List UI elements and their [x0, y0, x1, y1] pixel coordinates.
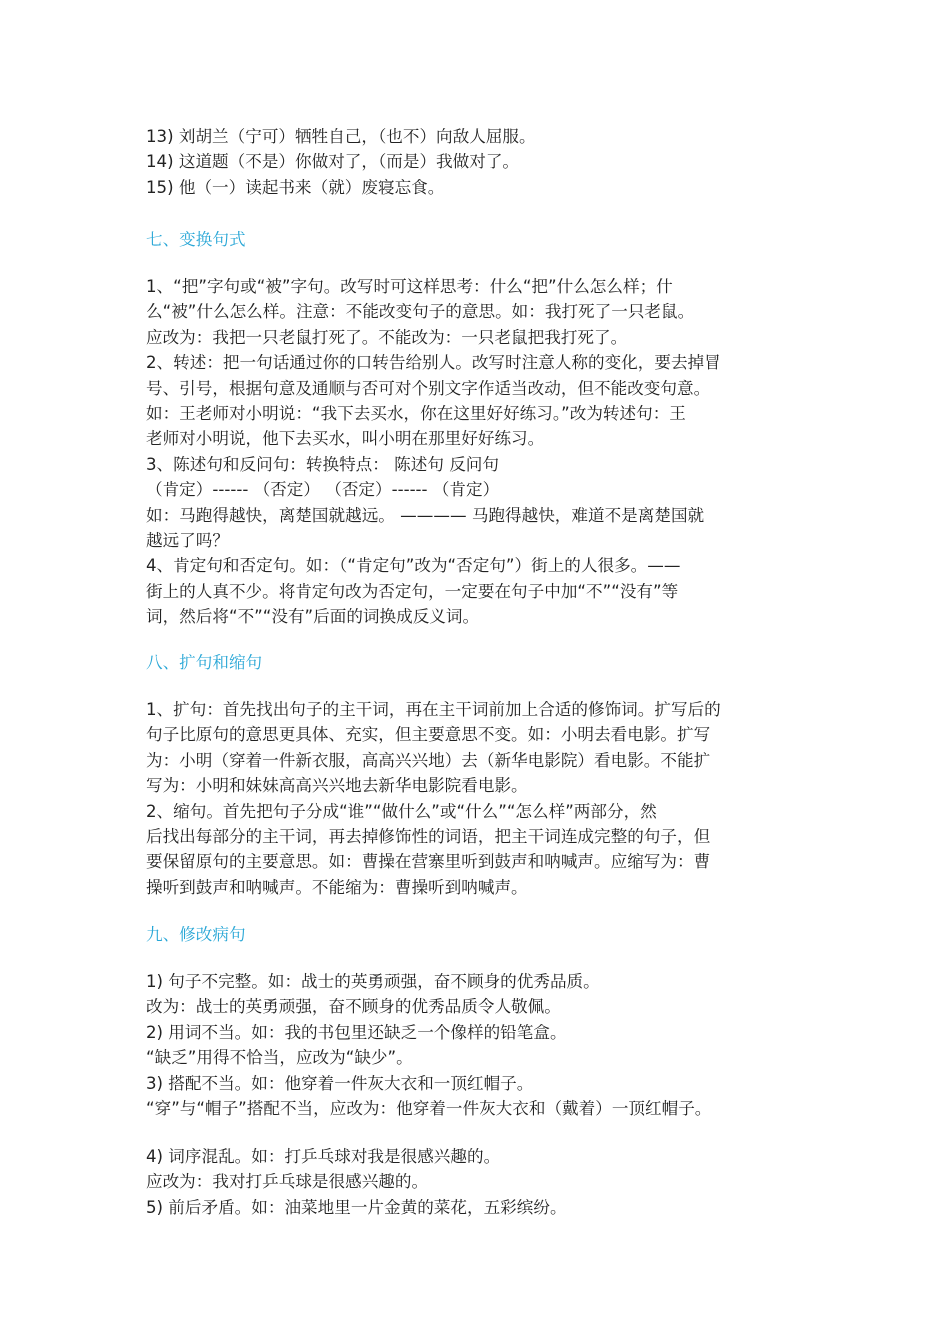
paragraph-line: 2、缩句。首先把句子分成“谁”“做什么”或“什么”“怎么样”两部分，然: [146, 801, 657, 821]
paragraph-line: 改为：战士的英勇顽强，奋不顾身的优秀品质令人敬佩。: [146, 997, 561, 1017]
paragraph-line: 号、引号，根据句意及通顺与否可对个别文字作适当改动，但不能改变句意。: [146, 378, 711, 398]
paragraph-line: 2) 用词不当。如：我的书包里还缺乏一个像样的铅笔盒。: [146, 1022, 567, 1042]
section-heading: 七、变换句式: [146, 230, 246, 249]
paragraph-line: 4) 词序混乱。如：打乒乓球对我是很感兴趣的。: [146, 1147, 501, 1166]
paragraph-line: 词，然后将“不”“没有”后面的词换成反义词。: [146, 607, 480, 627]
paragraph-line: 要保留原句的主要意思。如：曹操在营寨里听到鼓声和呐喊声。应缩写为：曹: [146, 852, 711, 872]
list-item: 13) 刘胡兰（宁可）牺牲自己，（也不）向敌人屈服。: [146, 127, 536, 146]
section-heading: 九、修改病句: [146, 925, 246, 944]
paragraph-line: 写为：小明和妹妹高高兴兴地去新华电影院看电影。: [146, 776, 528, 796]
paragraph-line: 5) 前后矛盾。如：油菜地里一片金黄的菜花，五彩缤纷。: [146, 1197, 567, 1217]
intro-list: [146, 124, 816, 200]
paragraph-line: 3、陈述句和反问句：转换特点： 陈述句 反问句: [146, 454, 499, 474]
paragraph-line: “缺乏”用得不恰当，应改为“缺少”。: [146, 1048, 413, 1068]
paragraph-line: 街上的人真不少。将肯定句改为否定句，一定要在句子中加“不”“没有”等: [146, 581, 679, 601]
list-item: 15) 他（一）读起书来（就）废寝忘食。: [146, 177, 445, 197]
section-heading: 八、扩句和缩句: [146, 653, 263, 672]
paragraph-line: “穿”与“帽子”搭配不当，应改为：他穿着一件灰大衣和（戴着）一顶红帽子。: [146, 1099, 712, 1119]
section-body: [146, 697, 816, 900]
paragraph-line: 后找出每部分的主干词，再去掉修饰性的词语，把主干词连成完整的句子，但: [146, 827, 711, 847]
paragraph-line: 越远了吗？: [146, 531, 229, 551]
paragraph-line: 1、“把”字句或“被”字句。改写时可这样思考：什么“把”什么怎么样；什: [146, 277, 673, 296]
paragraph-line: 如：马跑得越快，离楚国就越远。 ———— 马跑得越快，难道不是离楚国就: [146, 505, 705, 525]
list-item: 14) 这道题（不是）你做对了，（而是）我做对了。: [146, 152, 520, 172]
section-body: [146, 969, 816, 1121]
paragraph-line: 4、肯定句和否定句。如：（“肯定句”改为“否定句”）街上的人很多。——: [146, 556, 681, 576]
paragraph-line: 应改为：我对打乒乓球是很感兴趣的。: [146, 1172, 429, 1192]
paragraph-line: 么“被”什么怎么样。注意：不能改变句子的意思。如：我打死了一只老鼠。: [146, 302, 695, 322]
paragraph-line: （肯定）------ （否定） （否定）------ （肯定）: [146, 480, 500, 500]
paragraph-line: 3) 搭配不当。如：他穿着一件灰大衣和一顶红帽子。: [146, 1073, 534, 1093]
section-body-continued: [146, 1144, 816, 1220]
paragraph-line: 句子比原句的意思更具体、充实，但主要意思不变。如：小明去看电影。扩写: [146, 725, 711, 745]
paragraph-line: 如：王老师对小明说：“我下去买水，你在这里好好练习。”改为转述句：王: [146, 404, 686, 424]
section-body: [146, 274, 816, 630]
paragraph-line: 操听到鼓声和呐喊声。不能缩为：曹操听到呐喊声。: [146, 877, 528, 897]
paragraph-line: 2、转述：把一句话通过你的口转告给别人。改写时注意人称的变化，要去掉冒: [146, 353, 721, 373]
paragraph-line: 为：小明（穿着一件新衣服，高高兴兴地）去（新华电影院）看电影。不能扩: [146, 750, 711, 770]
paragraph-line: 老师对小明说，他下去买水，叫小明在那里好好练习。: [146, 429, 545, 449]
paragraph-line: 应改为：我把一只老鼠打死了。不能改为：一只老鼠把我打死了。: [146, 327, 628, 347]
paragraph-line: 1、扩句：首先找出句子的主干词，再在主干词前加上合适的修饰词。扩写后的: [146, 700, 721, 719]
paragraph-line: 1) 句子不完整。如：战士的英勇顽强，奋不顾身的优秀品质。: [146, 972, 600, 991]
